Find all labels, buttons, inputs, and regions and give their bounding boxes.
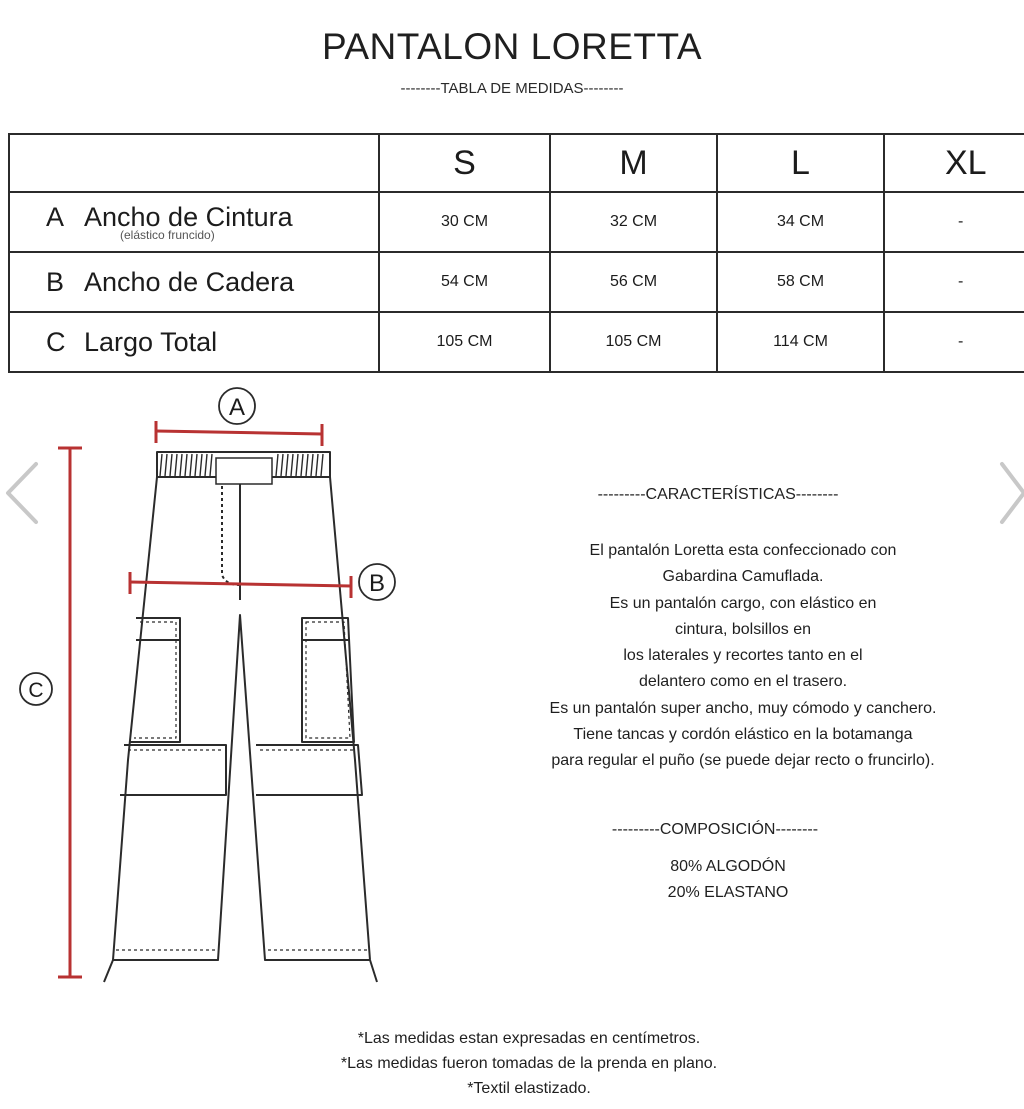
measure-label-length [9,312,379,372]
size-header-m: M [550,134,717,192]
measure-label-waist [9,192,379,252]
composition-list [588,854,868,906]
description-line: Tiene tancas y cordón elástico en la botamanga [573,726,913,744]
marker-a [219,388,255,424]
size-header-xl: XL [884,134,1024,192]
description-line: delantero como en el trasero. [638,673,848,691]
cell-waist-s: 30 CM [379,192,550,252]
measure-letter: C [46,327,66,357]
cell-waist-xl: - [884,192,1024,252]
cell-hip-l: 58 CM [717,252,884,312]
measure-note: (elástico fruncido) [120,228,215,242]
table-row-length [9,312,1024,372]
description-line: Es un pantalón cargo, con elástico en [609,594,877,612]
composition-title: ---------COMPOSICIÓN-------- [611,821,819,838]
pants-diagram [0,385,440,995]
footnote: *Las medidas fueron tomadas de la prenda en plano. [340,1055,718,1072]
table-row-waist [9,192,1024,252]
measure-name: Largo Total [84,327,218,357]
size-header-s: S [379,134,550,192]
measure-name: Ancho de Cintura [84,202,293,232]
characteristics-title: ---------CARACTERÍSTICAS-------- [597,486,839,503]
table-subtitle: --------TABLA DE MEDIDAS-------- [400,80,624,97]
marker-c [20,673,52,705]
cell-waist-l: 34 CM [717,192,884,252]
cell-hip-xl: - [884,252,1024,312]
size-header-l: L [717,134,884,192]
description-line: cintura, bolsillos en [674,620,812,638]
size-chart-table [8,133,1024,373]
cell-hip-s: 54 CM [379,252,550,312]
measure-name: Ancho de Cadera [84,267,295,297]
composition-item: 80% ALGODÓN [670,858,786,875]
chevron-left-icon [0,460,40,526]
description-line: Es un pantalón super ancho, muy cómodo y canchero. [549,699,937,717]
measure-letter: B [46,267,65,297]
cell-length-s: 105 CM [379,312,550,372]
prev-image-button[interactable] [0,460,40,526]
header-blank-cell [9,134,379,192]
cell-hip-m: 56 CM [550,252,717,312]
footnotes [0,1026,1024,1101]
description-line: El pantalón Loretta esta confeccionado con [589,542,897,559]
cell-waist-m: 32 CM [550,192,717,252]
page-title: PANTALON LORETTA [321,26,703,67]
description-line: Gabardina Camuflada. [662,568,824,586]
measure-letter: A [46,202,65,232]
description-line: los laterales y recortes tanto en el [623,647,863,665]
marker-a-label: A [228,394,246,421]
table-row-hip [9,252,1024,312]
cell-length-xl: - [884,312,1024,372]
characteristics-text [488,538,998,775]
cell-length-m: 105 CM [550,312,717,372]
composition-item: 20% ELASTANO [667,884,789,901]
description-line: para regular el puño (se puede dejar recto o fruncirlo). [551,752,935,770]
marker-b-label: B [368,570,386,597]
marker-c-label: C [28,679,44,702]
cell-length-l: 114 CM [717,312,884,372]
size-header-row [9,134,1024,192]
footnote: *Textil elastizado. [467,1080,591,1097]
footnote: *Las medidas estan expresadas en centímetros. [357,1030,701,1047]
measure-label-hip [9,252,379,312]
marker-b [359,564,395,600]
